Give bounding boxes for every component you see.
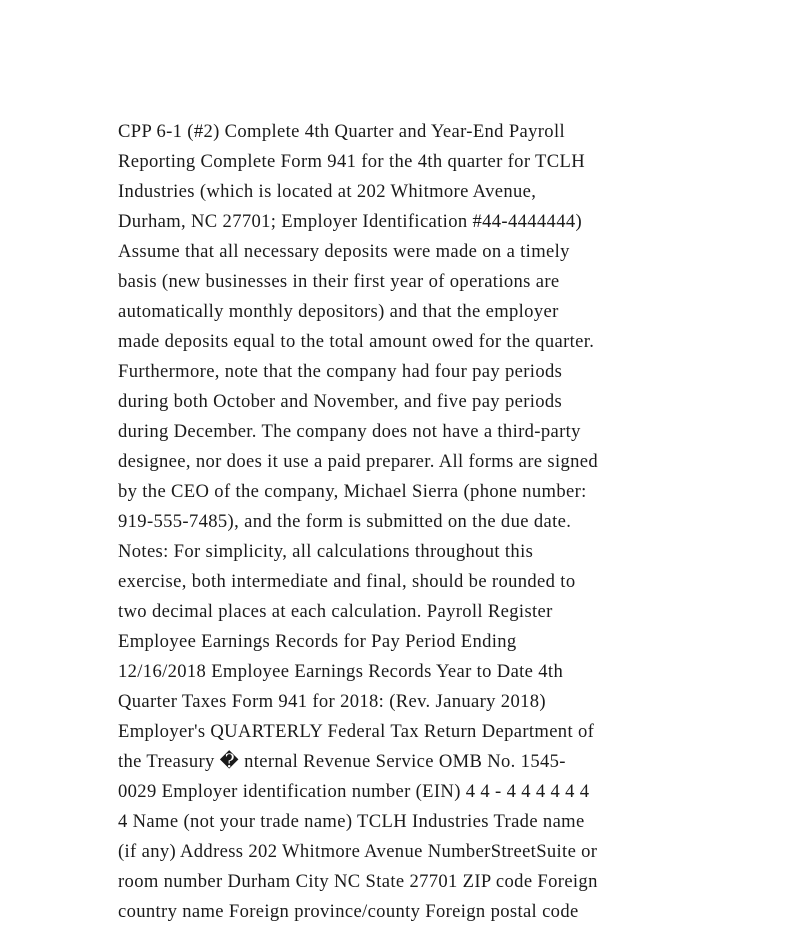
text-line-13: by the CEO of the company, Michael Sierra (phone number: <box>118 481 587 502</box>
text-line-20: Quarter Taxes Form 941 for 2018: (Rev. January 2018) <box>118 691 546 712</box>
text-line-27: country name Foreign province/county Foreign postal code <box>118 901 579 922</box>
text-line-21: Employer's QUARTERLY Federal Tax Return Department of <box>118 721 595 742</box>
text-line-7: automatically monthly depositors) and that the employer <box>118 301 559 322</box>
text-line-14: 919-555-7485), and the form is submitted on the due date. <box>118 511 572 532</box>
text-line-17: two decimal places at each calculation. Payroll Register <box>118 601 553 622</box>
text-line-26: room number Durham City NC State 27701 ZIP code Foreign <box>118 871 598 892</box>
text-line-12: designee, nor does it use a paid preparer. All forms are signed <box>118 451 599 472</box>
text-line-22: the Treasury � nternal Revenue Service OMB No. 1545- <box>118 751 566 772</box>
text-line-18: Employee Earnings Records for Pay Period Ending <box>118 631 517 652</box>
text-line-19: 12/16/2018 Employee Earnings Records Year to Date 4th <box>118 661 564 682</box>
text-line-4: Durham, NC 27701; Employer Identification #44-4444444) <box>118 211 583 232</box>
text-line-9: Furthermore, note that the company had four pay periods <box>118 361 563 382</box>
text-line-10: during both October and November, and five pay periods <box>118 391 563 412</box>
text-line-1: CPP 6-1 (#2) Complete 4th Quarter and Year-End Payroll <box>118 121 565 142</box>
text-line-8: made deposits equal to the total amount owed for the quarter. <box>118 331 595 352</box>
text-line-5: Assume that all necessary deposits were made on a timely <box>118 241 570 262</box>
text-line-23: 0029 Employer identification number (EIN) 4 4 - 4 4 4 4 4 4 <box>118 781 590 802</box>
text-line-16: exercise, both intermediate and final, should be rounded to <box>118 571 576 592</box>
text-line-11: during December. The company does not have a third-party <box>118 421 581 442</box>
text-line-6: basis (new businesses in their first year of operations are <box>118 271 560 292</box>
text-line-15: Notes: For simplicity, all calculations throughout this <box>118 541 534 562</box>
text-line-2: Reporting Complete Form 941 for the 4th quarter for TCLH <box>118 151 585 172</box>
text-line-25: (if any) Address 202 Whitmore Avenue NumberStreetSuite or <box>118 841 598 862</box>
text-line-3: Industries (which is located at 202 Whitmore Avenue, <box>118 181 537 202</box>
document-page <box>118 117 688 927</box>
text-line-24: 4 Name (not your trade name) TCLH Industries Trade name <box>118 811 585 832</box>
